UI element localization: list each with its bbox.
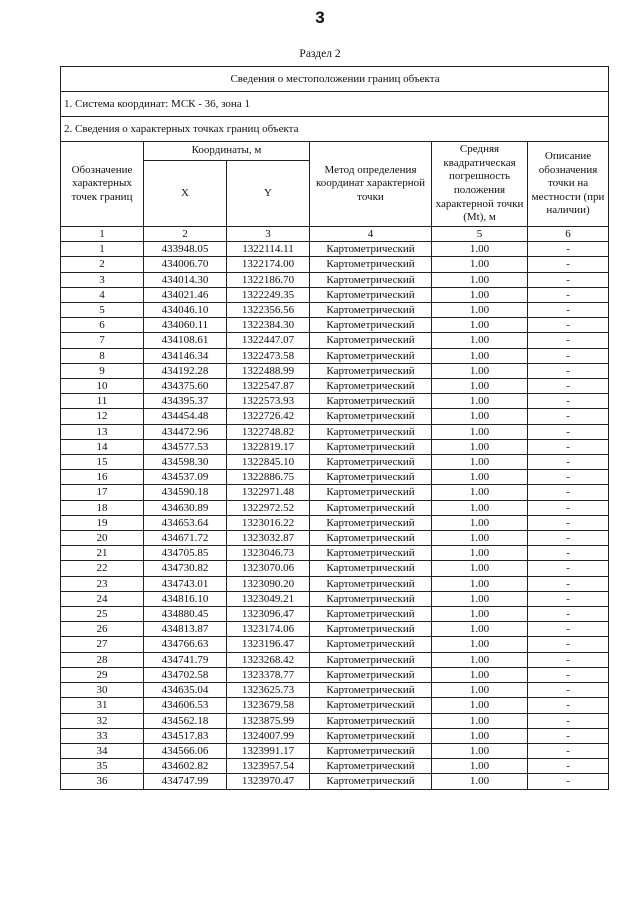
table-row — [61, 591, 609, 606]
coord-y: 1322488.99 — [227, 363, 310, 378]
coord-x: 434816.10 — [144, 591, 227, 606]
coord-y: 1323196.47 — [227, 637, 310, 652]
header-y: Y — [227, 161, 310, 227]
point-number: 10 — [61, 379, 144, 394]
method: Картометрический — [310, 576, 432, 591]
coord-y: 1322726.42 — [227, 409, 310, 424]
table-row — [61, 470, 609, 485]
table-row — [61, 379, 609, 394]
coord-x: 434395.37 — [144, 394, 227, 409]
description: - — [528, 546, 609, 561]
method: Картометрический — [310, 713, 432, 728]
table-row — [61, 531, 609, 546]
description: - — [528, 515, 609, 530]
coord-x: 434635.04 — [144, 683, 227, 698]
coord-x: 434730.82 — [144, 561, 227, 576]
table-row — [61, 652, 609, 667]
error-value: 1.00 — [432, 652, 528, 667]
coord-x: 434880.45 — [144, 607, 227, 622]
error-value: 1.00 — [432, 242, 528, 257]
table-row — [61, 242, 609, 257]
table-row — [61, 287, 609, 302]
coord-x: 434472.96 — [144, 424, 227, 439]
description: - — [528, 379, 609, 394]
error-value: 1.00 — [432, 485, 528, 500]
coord-y: 1323016.22 — [227, 515, 310, 530]
description: - — [528, 363, 609, 378]
table-row — [61, 348, 609, 363]
coord-y: 1323679.58 — [227, 698, 310, 713]
coord-x: 434705.85 — [144, 546, 227, 561]
error-value: 1.00 — [432, 515, 528, 530]
coord-y: 1322845.10 — [227, 455, 310, 470]
method: Картометрический — [310, 272, 432, 287]
point-number: 30 — [61, 683, 144, 698]
description: - — [528, 622, 609, 637]
description: - — [528, 333, 609, 348]
point-number: 1 — [61, 242, 144, 257]
method: Картометрический — [310, 257, 432, 272]
coord-y: 1323875.99 — [227, 713, 310, 728]
coord-x: 434577.53 — [144, 439, 227, 454]
error-value: 1.00 — [432, 424, 528, 439]
coord-x: 434766.63 — [144, 637, 227, 652]
error-value: 1.00 — [432, 591, 528, 606]
description: - — [528, 576, 609, 591]
table-row — [61, 333, 609, 348]
method: Картометрический — [310, 652, 432, 667]
coord-y: 1323096.47 — [227, 607, 310, 622]
error-value: 1.00 — [432, 546, 528, 561]
error-value: 1.00 — [432, 318, 528, 333]
description: - — [528, 439, 609, 454]
method: Картометрический — [310, 500, 432, 515]
coord-x: 434741.79 — [144, 652, 227, 667]
method: Картометрический — [310, 743, 432, 758]
column-number: 3 — [227, 227, 310, 242]
method: Картометрический — [310, 683, 432, 698]
coord-y: 1322748.82 — [227, 424, 310, 439]
method: Картометрический — [310, 303, 432, 318]
method: Картометрический — [310, 667, 432, 682]
description: - — [528, 607, 609, 622]
error-value: 1.00 — [432, 455, 528, 470]
description: - — [528, 652, 609, 667]
description: - — [528, 743, 609, 758]
column-number: 5 — [432, 227, 528, 242]
coord-x: 434108.61 — [144, 333, 227, 348]
error-value: 1.00 — [432, 683, 528, 698]
description: - — [528, 485, 609, 500]
header-x: X — [144, 161, 227, 227]
method: Картометрический — [310, 470, 432, 485]
error-value: 1.00 — [432, 728, 528, 743]
coord-y: 1322384.30 — [227, 318, 310, 333]
coord-y: 1323090.20 — [227, 576, 310, 591]
point-number: 8 — [61, 348, 144, 363]
error-value: 1.00 — [432, 287, 528, 302]
method: Картометрический — [310, 637, 432, 652]
point-number: 11 — [61, 394, 144, 409]
table-row — [61, 424, 609, 439]
coord-x: 434653.64 — [144, 515, 227, 530]
error-value: 1.00 — [432, 394, 528, 409]
coordinate-system: 1. Система координат: МСК - 36, зона 1 — [61, 92, 609, 117]
point-number: 14 — [61, 439, 144, 454]
point-number: 19 — [61, 515, 144, 530]
description: - — [528, 272, 609, 287]
error-value: 1.00 — [432, 500, 528, 515]
point-number: 6 — [61, 318, 144, 333]
section-title: Раздел 2 — [299, 48, 341, 60]
coord-y: 1323378.77 — [227, 667, 310, 682]
point-number: 21 — [61, 546, 144, 561]
coord-x: 434192.28 — [144, 363, 227, 378]
error-value: 1.00 — [432, 607, 528, 622]
error-value: 1.00 — [432, 333, 528, 348]
point-number: 2 — [61, 257, 144, 272]
table-row — [61, 637, 609, 652]
description: - — [528, 242, 609, 257]
error-value: 1.00 — [432, 379, 528, 394]
coord-y: 1323991.17 — [227, 743, 310, 758]
coord-y: 1323957.54 — [227, 759, 310, 774]
table-row — [61, 561, 609, 576]
coord-x: 434375.60 — [144, 379, 227, 394]
point-number: 7 — [61, 333, 144, 348]
point-number: 3 — [61, 272, 144, 287]
point-number: 33 — [61, 728, 144, 743]
method: Картометрический — [310, 546, 432, 561]
method: Картометрический — [310, 759, 432, 774]
page-number: 3 — [315, 8, 325, 27]
description: - — [528, 287, 609, 302]
point-number: 24 — [61, 591, 144, 606]
table-row — [61, 607, 609, 622]
error-value: 1.00 — [432, 667, 528, 682]
table-row — [61, 713, 609, 728]
coord-x: 434021.46 — [144, 287, 227, 302]
point-number: 35 — [61, 759, 144, 774]
method: Картометрический — [310, 394, 432, 409]
point-number: 32 — [61, 713, 144, 728]
coord-y: 1322473.58 — [227, 348, 310, 363]
table-row — [61, 500, 609, 515]
coord-y: 1323049.21 — [227, 591, 310, 606]
coord-x: 434046.10 — [144, 303, 227, 318]
method: Картометрический — [310, 485, 432, 500]
error-value: 1.00 — [432, 439, 528, 454]
table-row — [61, 394, 609, 409]
table-title: Сведения о местоположении границ объекта — [61, 67, 609, 92]
coord-y: 1323625.73 — [227, 683, 310, 698]
table-row — [61, 455, 609, 470]
coord-y: 1323032.87 — [227, 531, 310, 546]
description: - — [528, 348, 609, 363]
method: Картометрический — [310, 363, 432, 378]
method: Картометрический — [310, 591, 432, 606]
table-row — [61, 363, 609, 378]
error-value: 1.00 — [432, 759, 528, 774]
method: Картометрический — [310, 333, 432, 348]
table-row — [61, 698, 609, 713]
coord-y: 1322114.11 — [227, 242, 310, 257]
coord-x: 434590.18 — [144, 485, 227, 500]
description: - — [528, 591, 609, 606]
coord-y: 1322547.87 — [227, 379, 310, 394]
table-row — [61, 257, 609, 272]
error-value: 1.00 — [432, 622, 528, 637]
point-number: 31 — [61, 698, 144, 713]
point-number: 27 — [61, 637, 144, 652]
column-number-row — [61, 227, 609, 242]
point-number: 34 — [61, 743, 144, 758]
table-row — [61, 759, 609, 774]
point-number: 22 — [61, 561, 144, 576]
coord-x: 433948.05 — [144, 242, 227, 257]
table-row — [61, 409, 609, 424]
point-number: 13 — [61, 424, 144, 439]
coord-x: 434743.01 — [144, 576, 227, 591]
coord-x: 434060.11 — [144, 318, 227, 333]
table-row — [61, 546, 609, 561]
table-row — [61, 318, 609, 333]
column-number: 6 — [528, 227, 609, 242]
point-number: 12 — [61, 409, 144, 424]
coord-x: 434606.53 — [144, 698, 227, 713]
table-title-row — [61, 67, 609, 92]
point-number: 4 — [61, 287, 144, 302]
coord-y: 1322356.56 — [227, 303, 310, 318]
table-row — [61, 667, 609, 682]
coord-x: 434006.70 — [144, 257, 227, 272]
description: - — [528, 470, 609, 485]
error-value: 1.00 — [432, 531, 528, 546]
description: - — [528, 759, 609, 774]
header-description: Описание обозначения точки на местности (при наличии) — [528, 142, 609, 227]
error-value: 1.00 — [432, 637, 528, 652]
coord-y: 1322971.48 — [227, 485, 310, 500]
table-row — [61, 439, 609, 454]
table-row — [61, 576, 609, 591]
coord-x: 434630.89 — [144, 500, 227, 515]
description: - — [528, 394, 609, 409]
table-row — [61, 743, 609, 758]
column-number: 1 — [61, 227, 144, 242]
coord-y: 1323174.06 — [227, 622, 310, 637]
column-number: 2 — [144, 227, 227, 242]
coord-y: 1322886.75 — [227, 470, 310, 485]
error-value: 1.00 — [432, 409, 528, 424]
method: Картометрический — [310, 774, 432, 789]
description: - — [528, 637, 609, 652]
coord-x: 434747.99 — [144, 774, 227, 789]
error-value: 1.00 — [432, 743, 528, 758]
coord-y: 1322972.52 — [227, 500, 310, 515]
description: - — [528, 455, 609, 470]
error-value: 1.00 — [432, 561, 528, 576]
method: Картометрический — [310, 622, 432, 637]
error-value: 1.00 — [432, 576, 528, 591]
coord-x: 434598.30 — [144, 455, 227, 470]
point-number: 15 — [61, 455, 144, 470]
coord-y: 1322174.00 — [227, 257, 310, 272]
table-row — [61, 485, 609, 500]
point-number: 20 — [61, 531, 144, 546]
error-value: 1.00 — [432, 363, 528, 378]
method: Картометрический — [310, 348, 432, 363]
description: - — [528, 683, 609, 698]
error-value: 1.00 — [432, 303, 528, 318]
point-number: 23 — [61, 576, 144, 591]
column-number: 4 — [310, 227, 432, 242]
coord-x: 434537.09 — [144, 470, 227, 485]
header-method: Метод определения координат характерной точки — [310, 142, 432, 227]
coord-x: 434517.83 — [144, 728, 227, 743]
table-row — [61, 774, 609, 789]
error-value: 1.00 — [432, 774, 528, 789]
error-value: 1.00 — [432, 348, 528, 363]
table-row — [61, 515, 609, 530]
coord-y: 1323046.73 — [227, 546, 310, 561]
description: - — [528, 698, 609, 713]
method: Картометрический — [310, 439, 432, 454]
error-value: 1.00 — [432, 257, 528, 272]
boundary-points-table — [60, 66, 609, 790]
coord-y: 1323070.06 — [227, 561, 310, 576]
method: Картометрический — [310, 379, 432, 394]
point-number: 9 — [61, 363, 144, 378]
header-coordinates: Координаты, м — [144, 142, 310, 161]
coord-y: 1322573.93 — [227, 394, 310, 409]
description: - — [528, 713, 609, 728]
method: Картометрический — [310, 242, 432, 257]
coord-y: 1323970.47 — [227, 774, 310, 789]
coord-x: 434454.48 — [144, 409, 227, 424]
coord-y: 1322186.70 — [227, 272, 310, 287]
point-number: 29 — [61, 667, 144, 682]
coord-x: 434671.72 — [144, 531, 227, 546]
coord-y: 1323268.42 — [227, 652, 310, 667]
table-row — [61, 272, 609, 287]
header-row-top — [61, 142, 609, 161]
description: - — [528, 561, 609, 576]
coord-y: 1324007.99 — [227, 728, 310, 743]
table-body — [61, 67, 609, 790]
method: Картометрический — [310, 607, 432, 622]
table-row — [61, 728, 609, 743]
error-value: 1.00 — [432, 698, 528, 713]
method: Картометрический — [310, 409, 432, 424]
method: Картометрический — [310, 531, 432, 546]
method: Картометрический — [310, 287, 432, 302]
description: - — [528, 303, 609, 318]
coord-y: 1322447.07 — [227, 333, 310, 348]
method: Картометрический — [310, 515, 432, 530]
description: - — [528, 318, 609, 333]
coord-x: 434566.06 — [144, 743, 227, 758]
description: - — [528, 531, 609, 546]
method: Картометрический — [310, 455, 432, 470]
table-row — [61, 622, 609, 637]
point-number: 36 — [61, 774, 144, 789]
description: - — [528, 257, 609, 272]
description: - — [528, 409, 609, 424]
points-heading-row — [61, 117, 609, 142]
header-point-designation: Обозначение характерных точек границ — [61, 142, 144, 227]
method: Картометрический — [310, 561, 432, 576]
header-error: Средняя квадратическая погрешность положения характерной точки (Mt), м — [432, 142, 528, 227]
error-value: 1.00 — [432, 470, 528, 485]
point-number: 25 — [61, 607, 144, 622]
point-number: 26 — [61, 622, 144, 637]
error-value: 1.00 — [432, 272, 528, 287]
point-number: 17 — [61, 485, 144, 500]
points-heading: 2. Сведения о характерных точках границ объекта — [61, 117, 609, 142]
description: - — [528, 500, 609, 515]
table-row — [61, 303, 609, 318]
coord-x: 434562.18 — [144, 713, 227, 728]
point-number: 18 — [61, 500, 144, 515]
description: - — [528, 728, 609, 743]
description: - — [528, 667, 609, 682]
method: Картометрический — [310, 728, 432, 743]
coord-x: 434813.87 — [144, 622, 227, 637]
coord-x: 434014.30 — [144, 272, 227, 287]
method: Картометрический — [310, 318, 432, 333]
coord-y: 1322819.17 — [227, 439, 310, 454]
coord-x: 434702.58 — [144, 667, 227, 682]
method: Картометрический — [310, 424, 432, 439]
point-number: 16 — [61, 470, 144, 485]
coordinate-system-row — [61, 92, 609, 117]
error-value: 1.00 — [432, 713, 528, 728]
coord-y: 1322249.35 — [227, 287, 310, 302]
method: Картометрический — [310, 698, 432, 713]
point-number: 28 — [61, 652, 144, 667]
table-row — [61, 683, 609, 698]
description: - — [528, 424, 609, 439]
coord-x: 434602.82 — [144, 759, 227, 774]
coord-x: 434146.34 — [144, 348, 227, 363]
point-number: 5 — [61, 303, 144, 318]
description: - — [528, 774, 609, 789]
